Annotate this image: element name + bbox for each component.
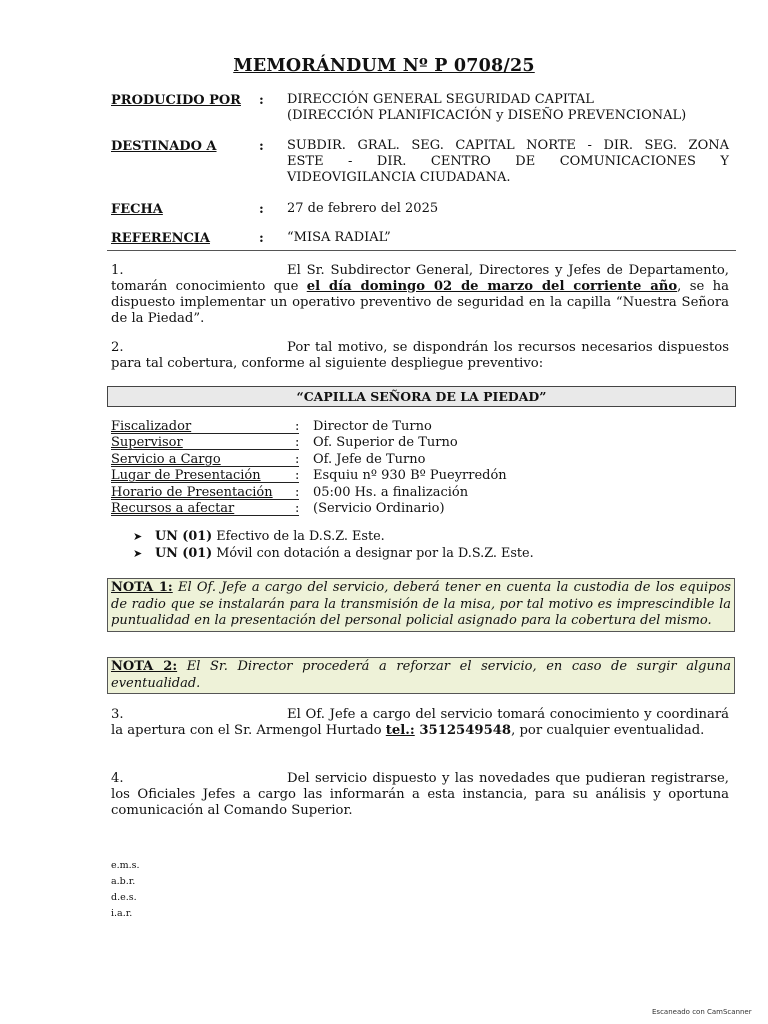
paragraph-text: , se ha dispuesto implementar un operativo preventivo de seguridad en la capilla “Nuestra Señora de la Piedad”. [111, 279, 729, 326]
paragraph-4 [111, 771, 729, 819]
phone-number: 3512549548 [414, 723, 512, 738]
underline [111, 449, 299, 450]
arrow-bullet-icon: ➤ [133, 530, 143, 543]
paragraph-text: El Sr. Subdirector General, Directores y Jefes de Departamento, tomarán conocimiento que [111, 263, 729, 294]
assignment-label: Fiscalizador [111, 419, 192, 434]
underline [111, 499, 299, 500]
section-title: “CAPILLA SEÑORA DE LA PIEDAD” [107, 386, 736, 407]
phone-label: tel.: [385, 723, 415, 738]
paragraph-text: , por cualquier eventualidad. [511, 723, 705, 738]
underline [111, 433, 299, 434]
list-item [133, 529, 385, 546]
list-item [133, 546, 534, 563]
destinado-line: ESTE - DIR. CENTRO DE COMUNICACIONES Y [287, 154, 729, 169]
colon: : [295, 468, 300, 484]
colon: : [259, 139, 264, 154]
producido-line: DIRECCIÓN GENERAL SEGURIDAD CAPITAL [287, 92, 594, 107]
colon: : [295, 435, 300, 451]
fecha-value: 27 de febrero del 2025 [287, 201, 439, 216]
paragraph-number: 2. [111, 340, 124, 355]
paragraph-text: Del servicio dispuesto y las novedades que pudieran registrarse, los Oficiales Jefes a cargo las informarán a esta instancia, para su análisis y oportuna comunicación al Comando Superior. [111, 771, 729, 818]
note-2 [107, 657, 735, 694]
resource-count: UN (01) [155, 545, 213, 561]
paragraph-2 [111, 340, 729, 372]
destinado-line: VIDEOVIGILANCIA CIUDADANA. [287, 170, 511, 185]
colon: : [259, 231, 264, 246]
resource-text: Efectivo de la D.S.Z. Este. [212, 529, 385, 544]
note-1 [107, 578, 735, 632]
initials-list [111, 858, 140, 922]
assignment-label: Lugar de Presentación [111, 468, 261, 484]
underline [111, 515, 299, 516]
initials-item: a.b.r. [111, 876, 136, 887]
referencia-label: REFERENCIA [111, 231, 210, 246]
colon: : [295, 484, 300, 500]
assignment-value: Director de Turno [313, 419, 432, 434]
initials-item: e.m.s. [111, 860, 140, 871]
assignment-label: Horario de Presentación [111, 484, 273, 500]
scanner-watermark: Escaneado con CamScanner [652, 1008, 752, 1016]
arrow-bullet-icon: ➤ [133, 546, 143, 560]
colon: : [295, 451, 300, 467]
note-text: El Of. Jefe a cargo del servicio, deberá tener en cuenta la custodia de los equipos de radio que se instalarán para la transmisión de la misa, por tal motivo es imprescindible la puntualidad en la presentación del personal policial asignado para la cobertura del mismo. [111, 580, 731, 628]
destinado-value [287, 138, 729, 186]
paragraph-text: El Of. Jefe a cargo del servicio tomará conocimiento y coordinará la apertura con el Sr. Armengol Hurtado [111, 707, 729, 738]
destinado-label: DESTINADO A [111, 139, 217, 154]
initials-item: d.e.s. [111, 892, 137, 903]
assignment-label: Recursos a afectar [111, 501, 235, 516]
assignment-value: Esquiu nº 930 Bº Pueyrredón [313, 468, 507, 484]
underline [111, 466, 299, 467]
colon: : [295, 501, 300, 516]
note-label: NOTA 2: [111, 659, 178, 674]
assignment-label: Supervisor [111, 435, 183, 451]
underline [111, 482, 299, 483]
assignment-value: (Servicio Ordinario) [313, 501, 445, 516]
note-label: NOTA 1: [111, 580, 173, 595]
colon: : [259, 202, 264, 217]
initials-item: i.a.r. [111, 908, 133, 919]
paragraph-number: 3. [111, 707, 124, 722]
highlight-date: el día domingo 02 de marzo del corriente año [306, 279, 678, 294]
memo-title: MEMORÁNDUM Nº P 0708/25 [233, 56, 535, 76]
resource-text: Móvil con dotación a designar por la D.S.Z. Este. [212, 545, 534, 561]
assignment-value: Of. Jefe de Turno [313, 451, 426, 467]
divider [107, 250, 736, 251]
assignment-value: Of. Superior de Turno [313, 435, 458, 451]
colon: : [259, 93, 264, 108]
fecha-label: FECHA [111, 202, 163, 217]
colon: : [295, 419, 300, 434]
assignment-value: 05:00 Hs. a finalización [313, 484, 469, 500]
paragraph-number: 4. [111, 771, 124, 786]
note-text: El Sr. Director procederá a reforzar el servicio, en caso de surgir alguna eventualidad. [111, 659, 731, 691]
referencia-value: “MISA RADIAL” [287, 230, 391, 245]
resource-count: UN (01) [155, 529, 213, 544]
assignment-label: Servicio a Cargo [111, 451, 221, 467]
destinado-line: SUBDIR. GRAL. SEG. CAPITAL NORTE - DIR. SEG. ZONA [287, 138, 729, 153]
producido-label: PRODUCIDO POR [111, 93, 241, 108]
producido-value [287, 92, 729, 124]
producido-line: (DIRECCIÓN PLANIFICACIÓN y DISEÑO PREVENCIONAL) [287, 108, 687, 123]
paragraph-3 [111, 707, 729, 739]
paragraph-number: 1. [111, 263, 124, 278]
paragraph-1 [111, 263, 729, 327]
paragraph-text: Por tal motivo, se dispondrán los recursos necesarios dispuestos para tal cobertura, conforme al siguiente despliegue preventivo: [111, 340, 729, 371]
